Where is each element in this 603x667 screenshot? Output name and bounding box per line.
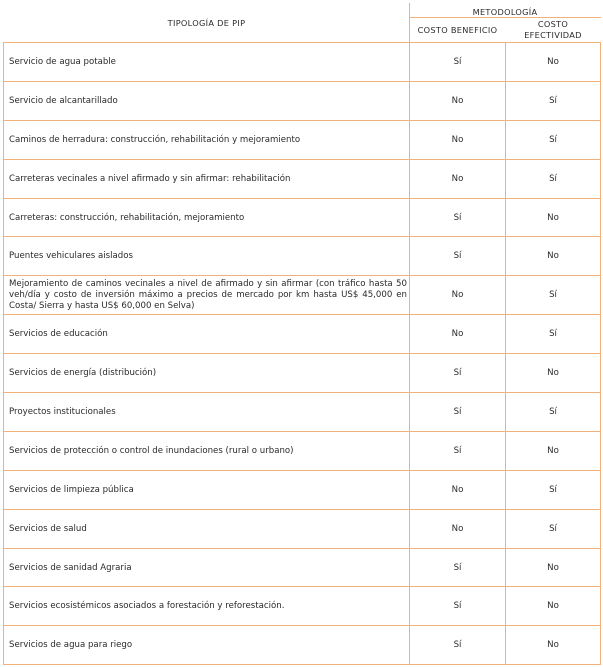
table-row [4, 43, 601, 82]
table-header [4, 4, 601, 43]
table-row [4, 509, 601, 548]
costo-beneficio-cell: No [410, 159, 506, 198]
tipologia-cell: Servicio de agua potable [4, 43, 410, 82]
table-body [4, 43, 601, 665]
costo-efectividad-cell: No [506, 431, 601, 470]
table-row [4, 587, 601, 626]
costo-efectividad-header [506, 18, 601, 43]
costo-beneficio-cell: Sí [410, 393, 506, 432]
costo-efectividad-cell: No [506, 587, 601, 626]
table-row [4, 120, 601, 159]
costo-beneficio-cell: Sí [410, 237, 506, 276]
costo-beneficio-cell: Sí [410, 626, 506, 665]
tipologia-cell: Servicio de alcantarillado [4, 81, 410, 120]
costo-efectividad-cell: No [506, 43, 601, 82]
table-row [4, 315, 601, 354]
tipologia-cell: Servicios de salud [4, 509, 410, 548]
table-row [4, 159, 601, 198]
tipologia-cell: Proyectos institucionales [4, 393, 410, 432]
costo-beneficio-cell: Sí [410, 354, 506, 393]
tipologia-cell: Servicios de limpieza pública [4, 470, 410, 509]
costo-beneficio-cell: Sí [410, 587, 506, 626]
tipologia-cell: Caminos de herradura: construcción, rehabilitación y mejoramiento [4, 120, 410, 159]
costo-beneficio-cell: No [410, 276, 506, 315]
costo-efectividad-cell: No [506, 354, 601, 393]
tipologia-header: TIPOLOGÍA DE PIP [4, 4, 410, 43]
costo-efectividad-cell: Sí [506, 393, 601, 432]
tipologia-cell: Servicios de energía (distribución) [4, 354, 410, 393]
table-row [4, 470, 601, 509]
costo-efectividad-cell: Sí [506, 509, 601, 548]
pip-methodology-table-container [3, 3, 600, 665]
table-row [4, 548, 601, 587]
table-row [4, 237, 601, 276]
tipologia-cell: Servicios de protección o control de inundaciones (rural o urbano) [4, 431, 410, 470]
table-row [4, 198, 601, 237]
costo-efectividad-cell: Sí [506, 81, 601, 120]
costo-beneficio-cell: No [410, 315, 506, 354]
costo-beneficio-header: COSTO BENEFICIO [410, 18, 506, 43]
table-row [4, 431, 601, 470]
costo-beneficio-cell: Sí [410, 198, 506, 237]
costo-efectividad-line2: EFECTIVIDAD [524, 30, 582, 40]
costo-efectividad-cell: Sí [506, 276, 601, 315]
costo-efectividad-cell: No [506, 626, 601, 665]
tipologia-cell: Carreteras: construcción, rehabilitación, mejoramiento [4, 198, 410, 237]
table-row [4, 81, 601, 120]
table-row [4, 276, 601, 315]
costo-beneficio-cell: Sí [410, 548, 506, 587]
tipologia-cell: Servicios ecosistémicos asociados a forestación y reforestación. [4, 587, 410, 626]
tipologia-cell: Puentes vehiculares aislados [4, 237, 410, 276]
costo-beneficio-cell: Sí [410, 431, 506, 470]
costo-efectividad-cell: Sí [506, 159, 601, 198]
tipologia-cell: Carreteras vecinales a nivel afirmado y sin afirmar: rehabilitación [4, 159, 410, 198]
costo-efectividad-cell: No [506, 198, 601, 237]
table-row [4, 354, 601, 393]
costo-efectividad-cell: Sí [506, 470, 601, 509]
pip-methodology-table [3, 3, 601, 665]
costo-efectividad-cell: No [506, 237, 601, 276]
costo-efectividad-cell: No [506, 548, 601, 587]
costo-efectividad-cell: Sí [506, 315, 601, 354]
tipologia-cell: Servicios de agua para riego [4, 626, 410, 665]
costo-beneficio-cell: No [410, 509, 506, 548]
costo-efectividad-cell: Sí [506, 120, 601, 159]
tipologia-cell: Servicios de educación [4, 315, 410, 354]
tipologia-cell: Mejoramiento de caminos vecinales a nivel de afirmado y sin afirmar (con tráfico hasta 50 veh/día y costo de inversión máximo a precios de mercado por km hasta US$ 45,000 en Costa/ Sierra y hasta US$ 60,000 en Selva) [4, 276, 410, 315]
table-row [4, 626, 601, 665]
costo-beneficio-cell: No [410, 470, 506, 509]
costo-beneficio-cell: No [410, 120, 506, 159]
costo-efectividad-line1: COSTO [537, 19, 569, 29]
costo-beneficio-cell: No [410, 81, 506, 120]
table-row [4, 393, 601, 432]
tipologia-cell: Servicios de sanidad Agraria [4, 548, 410, 587]
metodologia-header: METODOLOGÍA [410, 4, 601, 18]
costo-beneficio-cell: Sí [410, 43, 506, 82]
